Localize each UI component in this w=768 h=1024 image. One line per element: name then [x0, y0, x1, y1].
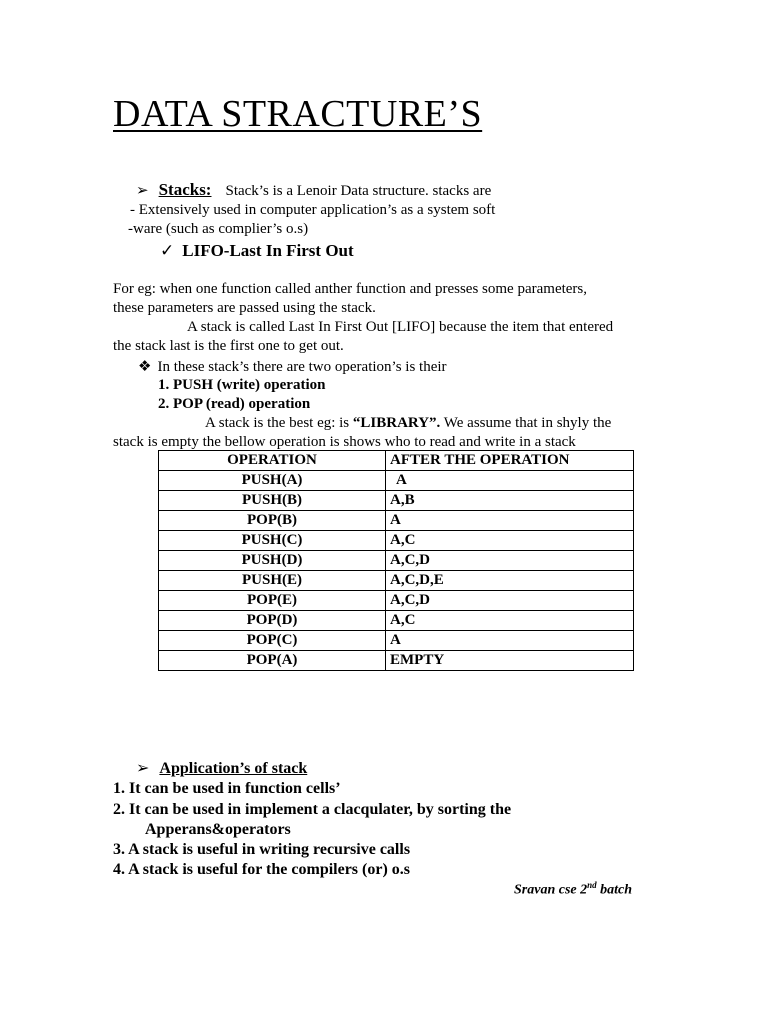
signature-sup: nd	[587, 880, 597, 890]
stacks-line	[136, 180, 491, 201]
operations-intro-text: In these stack’s there are two operation’s is their	[157, 359, 447, 375]
signature-text: Sravan cse 2	[514, 882, 588, 898]
applications-heading	[136, 758, 307, 779]
table-row	[159, 511, 634, 531]
paragraph-line-3: A stack is called Last In First Out [LIFO] because the item that entered	[187, 319, 614, 335]
table-cell-result: A,C	[386, 531, 634, 551]
operations-table	[158, 450, 634, 671]
signature-suffix: batch	[596, 882, 633, 898]
checkmark-icon: ✓	[160, 241, 175, 261]
operations-intro	[138, 357, 447, 377]
application-item: 1. It can be used in function cells’	[113, 780, 341, 797]
operation-item-pop: 2. POP (read) operation	[158, 396, 311, 412]
application-item: Apperans&operators	[145, 821, 291, 838]
paragraph-line-1: For eg: when one function called anther function and presses some parameters,	[113, 281, 588, 297]
paragraph-line-2: these parameters are passed using the stack.	[113, 300, 376, 316]
table-row	[159, 531, 634, 551]
page-title	[113, 92, 482, 136]
lifo-heading-text: LIFO-Last In First Out	[182, 241, 354, 260]
application-item: 2. It can be used in implement a clacqulater, by sorting the	[113, 801, 512, 818]
table-row	[159, 471, 634, 491]
paragraph-line-4: the stack last is the first one to get out.	[113, 338, 344, 354]
table-row	[159, 571, 634, 591]
page-title-text: DATA STRACTURE’S	[113, 93, 483, 135]
author-signature	[514, 880, 632, 899]
example-library: “LIBRARY”.	[352, 415, 441, 431]
table-header-operation: OPERATION	[159, 451, 386, 471]
example-line-2: stack is empty the bellow operation is shows who to read and write in a stack	[113, 434, 576, 450]
table-cell-operation: PUSH(E)	[159, 571, 386, 591]
table-cell-result: A,C,D,E	[386, 571, 634, 591]
application-item: 3. A stack is useful in writing recursive calls	[113, 841, 411, 858]
diamond-bullet-icon: ❖	[138, 357, 152, 375]
arrow-bullet-icon: ➢	[136, 758, 150, 777]
table-header-after: AFTER THE OPERATION	[386, 451, 634, 471]
applications-heading-text: Application’s of stack	[159, 760, 308, 777]
table-cell-operation: POP(D)	[159, 611, 386, 631]
table-cell-result: A,C,D	[386, 551, 634, 571]
example-suffix: We assume that in shyly the	[440, 415, 612, 431]
table-cell-operation: POP(C)	[159, 631, 386, 651]
table-cell-operation: PUSH(D)	[159, 551, 386, 571]
table-cell-operation: PUSH(B)	[159, 491, 386, 511]
example-line-1	[205, 414, 611, 433]
table-header-row	[159, 451, 634, 471]
operation-item-push: 1. PUSH (write) operation	[158, 377, 326, 393]
table-cell-result: A	[386, 471, 634, 491]
table-cell-result: A,C	[386, 611, 634, 631]
table-cell-operation: POP(B)	[159, 511, 386, 531]
table-cell-result: A,C,D	[386, 591, 634, 611]
lifo-heading	[160, 241, 354, 261]
table-cell-operation: POP(A)	[159, 651, 386, 671]
table-row	[159, 491, 634, 511]
table-cell-operation: POP(E)	[159, 591, 386, 611]
table-cell-operation: PUSH(C)	[159, 531, 386, 551]
table-cell-operation: PUSH(A)	[159, 471, 386, 491]
stacks-line-3: -ware (such as complier’s o.s)	[128, 221, 309, 237]
example-prefix: A stack is the best eg: is	[205, 415, 353, 431]
application-item: 4. A stack is useful for the compilers (or) o.s	[113, 861, 411, 878]
table-row	[159, 591, 634, 611]
table-cell-result: A	[386, 631, 634, 651]
table-cell-result: EMPTY	[386, 651, 634, 671]
table-cell-result: A,B	[386, 491, 634, 511]
stacks-intro: Stack’s is a Lenoir Data structure. stacks are	[225, 183, 492, 199]
arrow-bullet-icon: ➢	[136, 181, 149, 199]
table-row	[159, 611, 634, 631]
table-row	[159, 551, 634, 571]
table-row	[159, 651, 634, 671]
stacks-line-2: - Extensively used in computer application’s as a system soft	[130, 202, 496, 218]
table-cell-result: A	[386, 511, 634, 531]
table-row	[159, 631, 634, 651]
stacks-label: Stacks:	[158, 180, 212, 199]
